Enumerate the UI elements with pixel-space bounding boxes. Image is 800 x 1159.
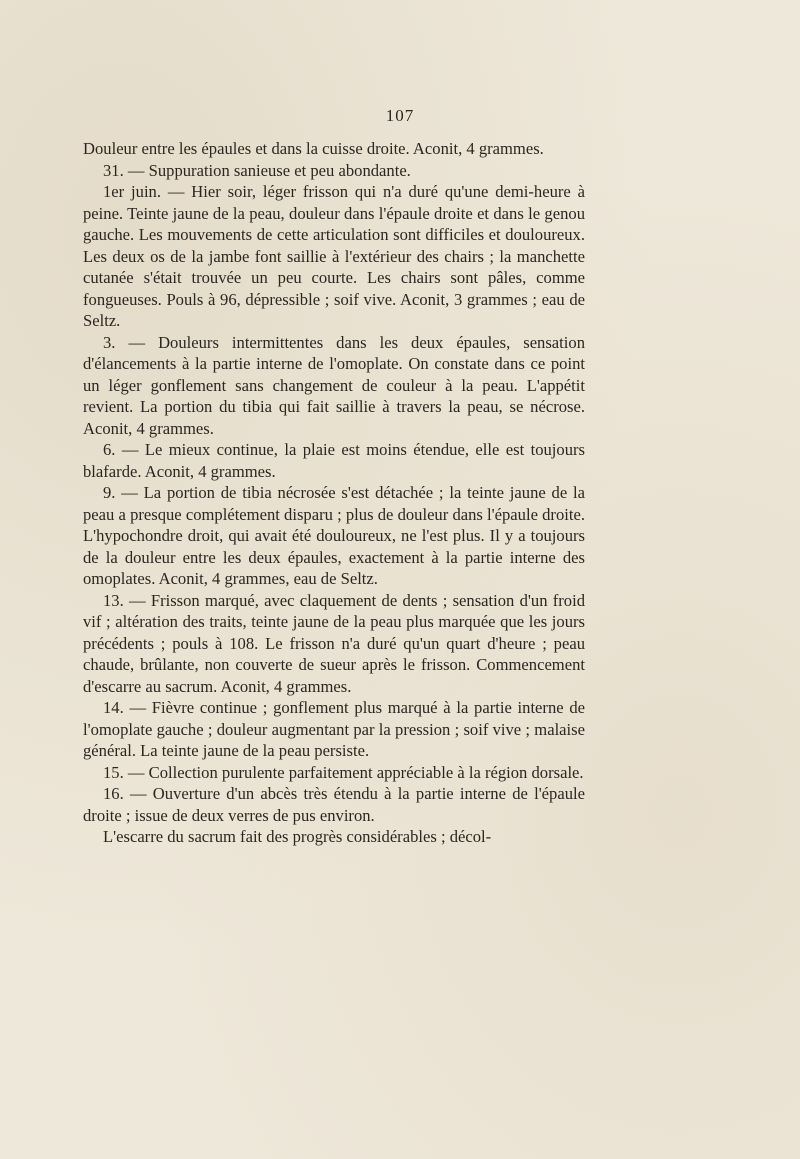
paragraph: 16. — Ouverture d'un abcès très étendu à la partie interne de l'épaule droite ; issue de deux verres de pus environ.	[83, 784, 585, 825]
paragraph: 14. — Fièvre continue ; gonflement plus marqué à la partie interne de l'omoplate gauche ; douleur augmentant par la pression ; soif vive ; malaise général. La teinte jaune de la peau persiste.	[83, 698, 585, 760]
paragraph: Douleur entre les épaules et dans la cuisse droite. Aconit, 4 grammes.	[83, 139, 544, 158]
paragraph: 3. — Douleurs intermittentes dans les deux épaules, sensation d'élancements à la partie interne de l'omoplate. On constate dans ce point un léger gonflement sans changement de couleur à la peau. L'appétit revient. La portion du tibia qui fait saillie à travers la peau, se nécrose. Aconit, 4 grammes.	[83, 332, 585, 438]
paragraph: 1er juin. — Hier soir, léger frisson qui n'a duré qu'une demi-heure à peine. Teinte jaune de la peau, douleur dans l'épaule droite et dans le genou gauche. Les mouvements de cette articulation sont difficiles et douloureux. Les deux os de la jambe font saillie à l'extérieur des chairs ; la manchette cutanée s'était trouvée un peu courte. Les chairs sont pâles, comme fongueuses. Pouls à 96, dépressible ; soif vive. Aconit, 3 grammes ; eau de Seltz.	[83, 182, 585, 330]
paragraph: 13. — Frisson marqué, avec claquement de dents ; sensation d'un froid vif ; altération des traits, teinte jaune de la peau plus marquée que les jours précédents ; pouls à 108. Le frisson n'a duré qu'un quart d'heure ; peau chaude, brûlante, non couverte de sueur après le frisson. Commencement d'escarre au sacrum. Aconit, 4 grammes.	[83, 590, 585, 696]
paragraph: L'escarre du sacrum fait des progrès considérables ; décol-	[103, 827, 492, 846]
paragraph: 6. — Le mieux continue, la plaie est moins étendue, elle est toujours blafarde. Aconit, 4 grammes.	[83, 440, 585, 481]
paragraph: 31. — Suppuration sanieuse et peu abondante.	[103, 160, 411, 180]
paragraph: 9. — La portion de tibia nécrosée s'est détachée ; la teinte jaune de la peau a presque complétement disparu ; plus de douleur dans l'épaule droite. L'hypochondre droit, qui avait été douloureux, ne l'est plus. Il y a toujours de la douleur entre les deux épaules, exactement à la partie interne des omoplates. Aconit, 4 grammes, eau de Seltz.	[83, 483, 585, 588]
body-text	[83, 138, 585, 848]
paragraph: 15. — Collection purulente parfaitement appréciable à la région dorsale.	[103, 762, 584, 782]
page-number: 107	[385, 106, 415, 125]
